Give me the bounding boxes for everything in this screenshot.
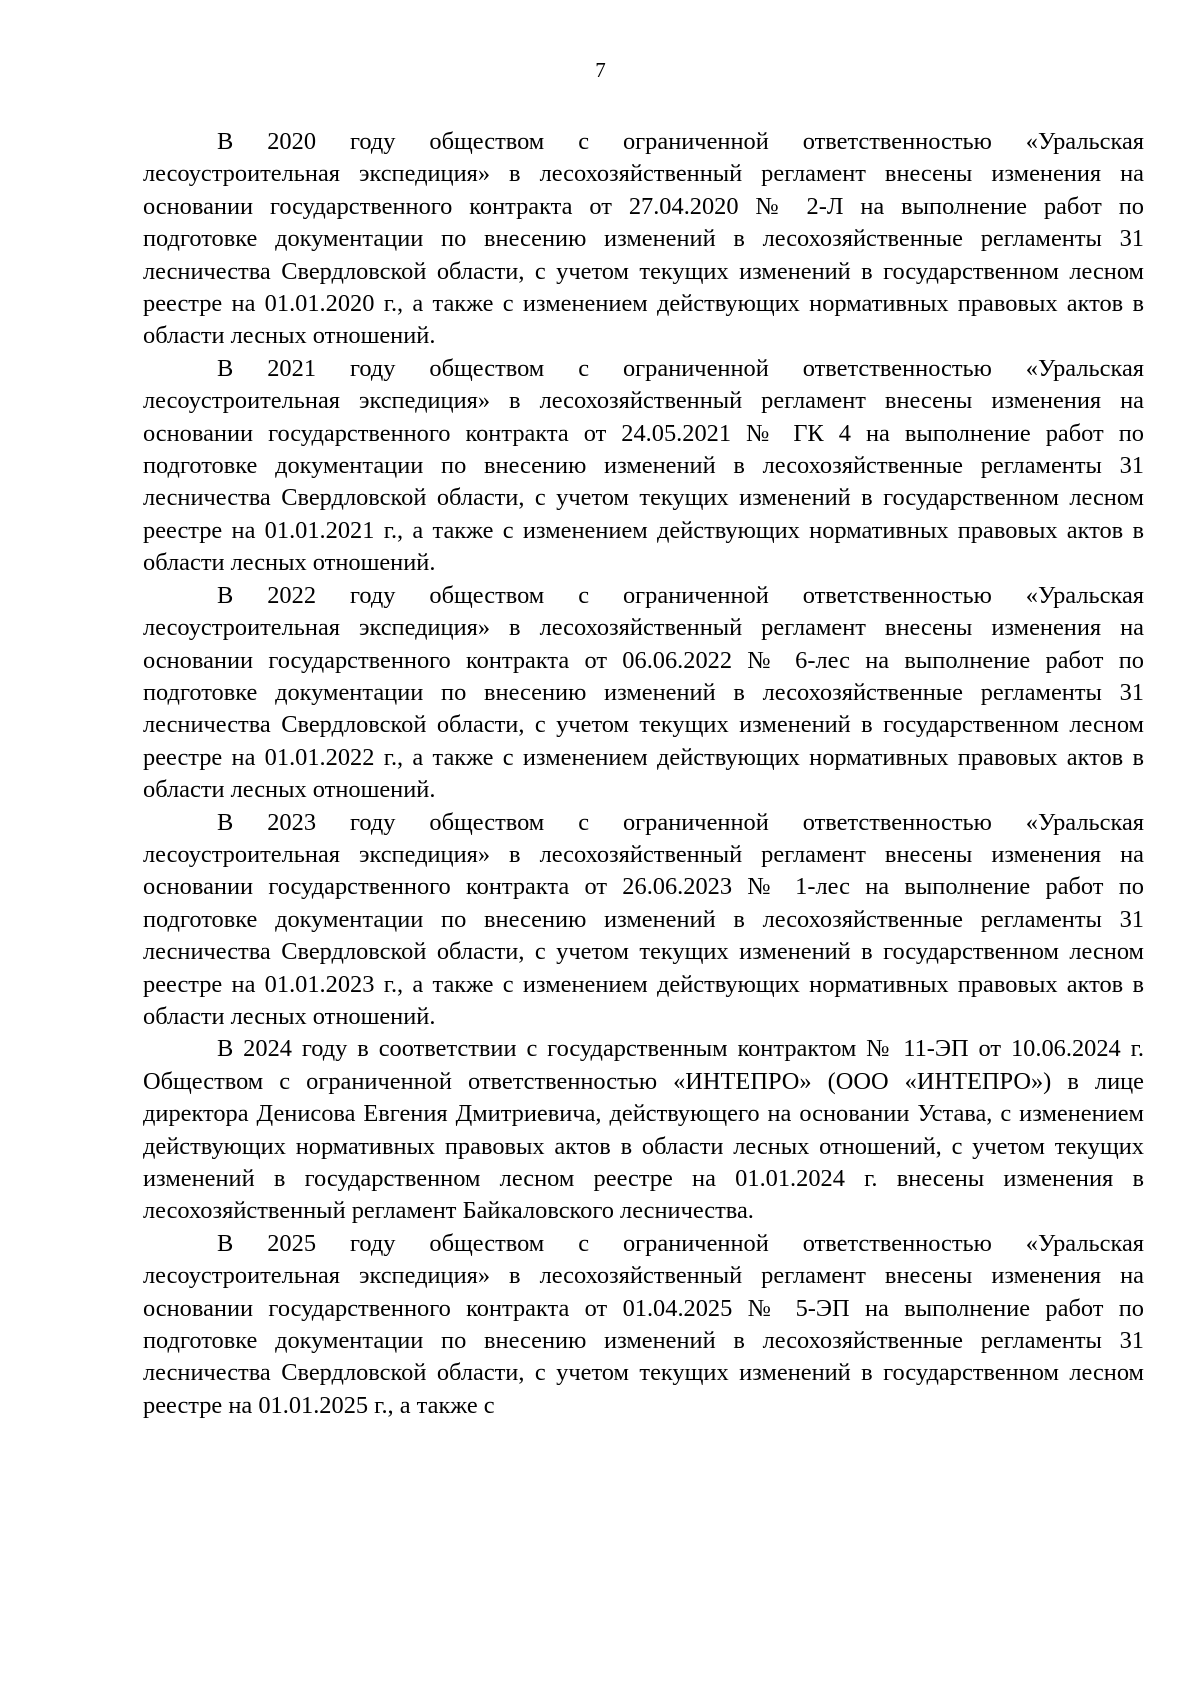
paragraph-2021: В 2021 году обществом с ограниченной ответственностью «Уральская лесоустроительная экспедиция» в лесохозяйственный регламент внесены изменения на основании государственного контракта от 24.05.2021 № ГК 4 на выполнение работ по подготовке документации по внесению изменений в лесохозяйственные регламенты 31 лесничества Свердловской области, с учетом текущих изменений в государственном лесном реестре на 01.01.2021 г., а также с изменением действующих нормативных правовых актов в области лесных отношений.	[143, 354, 1144, 577]
paragraph-2024: В 2024 году в соответствии с государственным контрактом № 11-ЭП от 10.06.2024 г. Обществом с ограниченной ответственностью «ИНТЕПРО» (ООО «ИНТЕПРО») в лице директора Денисова Евгения Дмитриевича, действующего на основании Устава, с изменением действующих нормативных правовых актов в области лесных отношений, с учетом текущих изменений в государственном лесном реестре на 01.01.2024 г. внесены изменения в лесохозяйственный регламент Байкаловского лесничества.	[143, 1035, 1144, 1225]
paragraph-2022: В 2022 году обществом с ограниченной ответственностью «Уральская лесоустроительная экспедиция» в лесохозяйственный регламент внесены изменения на основании государственного контракта от 06.06.2022 № 6-лес на выполнение работ по подготовке документации по внесению изменений в лесохозяйственные регламенты 31 лесничества Свердловской области, с учетом текущих изменений в государственном лесном реестре на 01.01.2022 г., а также с изменением действующих нормативных правовых актов в области лесных отношений.	[143, 581, 1144, 804]
page-number: 7	[595, 58, 606, 82]
paragraph-2023: В 2023 году обществом с ограниченной ответственностью «Уральская лесоустроительная экспедиция» в лесохозяйственный регламент внесены изменения на основании государственного контракта от 26.06.2023 № 1-лес на выполнение работ по подготовке документации по внесению изменений в лесохозяйственные регламенты 31 лесничества Свердловской области, с учетом текущих изменений в государственном лесном реестре на 01.01.2023 г., а также с изменением действующих нормативных правовых актов в области лесных отношений.	[143, 808, 1144, 1030]
paragraph-2025: В 2025 году обществом с ограниченной ответственностью «Уральская лесоустроительная экспедиция» в лесохозяйственный регламент внесены изменения на основании государственного контракта от 01.04.2025 № 5-ЭП на выполнение работ по подготовке документации по внесению изменений в лесохозяйственные регламенты 31 лесничества Свердловской области, с учетом текущих изменений в государственном лесном реестре на 01.01.2025 г., а также с	[143, 1229, 1144, 1419]
paragraph-2020: В 2020 году обществом с ограниченной ответственностью «Уральская лесоустроительная экспедиция» в лесохозяйственный регламент внесены изменения на основании государственного контракта от 27.04.2020 № 2-Л на выполнение работ по подготовке документации по внесению изменений в лесохозяйственные регламенты 31 лесничества Свердловской области, с учетом текущих изменений в государственном лесном реестре на 01.01.2020 г., а также с изменением действующих нормативных правовых актов в области лесных отношений.	[143, 128, 1144, 350]
